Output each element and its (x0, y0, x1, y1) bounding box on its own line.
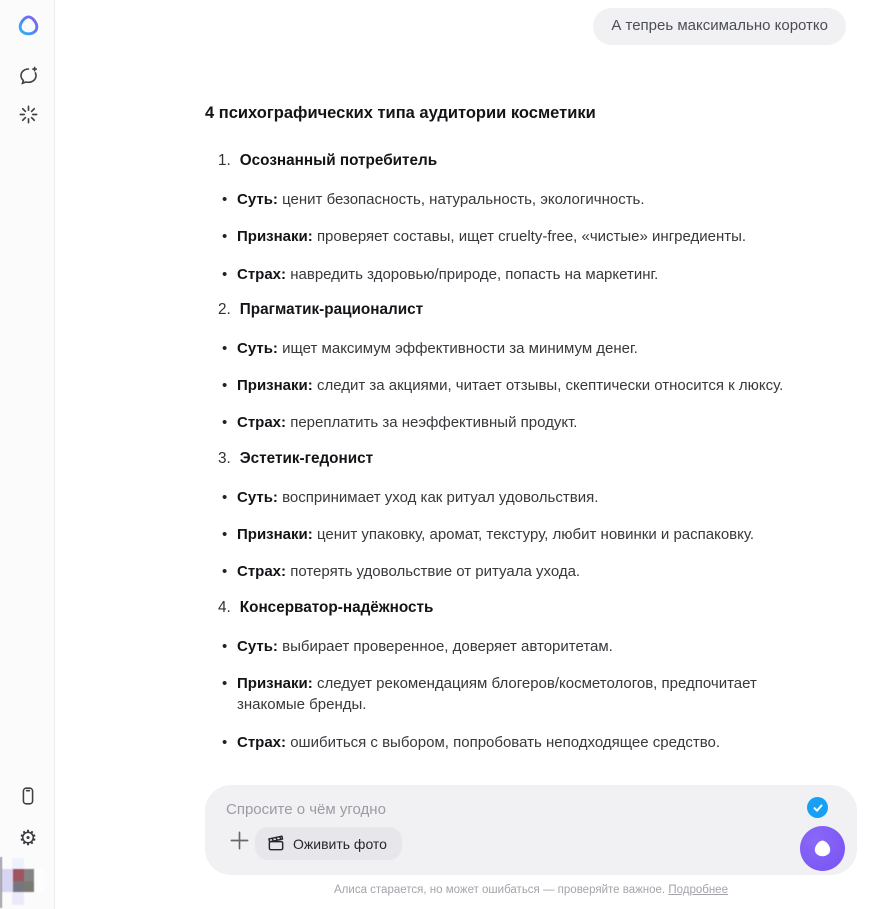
animate-photo-label: Оживить фото (293, 835, 387, 852)
plus-icon[interactable] (222, 823, 256, 857)
list-item: • Суть: воспринимает уход как ритуал удовольствия. (205, 487, 802, 508)
list-item: • Признаки: следит за акциями, читает отзывы, скептически относится к люксу. (205, 375, 802, 396)
new-chat-icon[interactable] (14, 62, 42, 90)
animate-photo-button[interactable] (255, 827, 402, 860)
settings-icon[interactable]: ⚙ (14, 824, 42, 852)
more-link[interactable]: Подробнее (668, 884, 728, 896)
disclaimer (205, 884, 857, 896)
section-title (205, 450, 802, 468)
list-item: • Страх: навредить здоровью/природе, попасть на маркетинг. (205, 264, 802, 285)
persona-section (205, 152, 802, 285)
list-item: • Признаки: следует рекомендациям блогеров/косметологов, предпочитает знакомые бренды. (205, 673, 802, 716)
disclaimer-text: Алиса старается, но может ошибаться — проверяйте важное. (334, 884, 666, 896)
list-item: • Страх: ошибиться с выбором, попробовать неподходящее средство. (205, 732, 802, 753)
alice-logo-icon[interactable] (14, 11, 42, 39)
bullet-dot: • (222, 377, 228, 395)
sidebar (0, 0, 55, 909)
section-heading: Осознанный потребитель (239, 152, 438, 169)
alice-voice-button[interactable] (800, 826, 845, 871)
bullet-dot: • (222, 563, 228, 581)
avatar[interactable] (0, 854, 46, 908)
composer (205, 785, 857, 875)
chat-area (55, 0, 874, 909)
magic-icon[interactable] (14, 100, 42, 128)
persona-section (205, 599, 802, 753)
list-item: • Суть: ищет максимум эффективности за минимум денег. (205, 338, 802, 359)
bullet-dot: • (222, 674, 228, 692)
persona-section (205, 301, 802, 434)
list-item: • Суть: ценит безопасность, натуральность, экологичность. (205, 189, 802, 210)
clapperboard-icon (267, 834, 286, 853)
section-title (205, 599, 802, 617)
message-input[interactable] (226, 798, 666, 820)
section-title (205, 152, 802, 170)
alice-logo-icon (15, 12, 42, 39)
list-item: • Страх: переплатить за неэффективный продукт. (205, 412, 802, 433)
section-number: 4. (218, 598, 231, 616)
user-message-text: А тепреь максимально коротко (611, 17, 828, 34)
section-heading: Прагматик-рационалист (239, 300, 424, 318)
section-title (205, 301, 802, 319)
bullet-dot: • (222, 526, 228, 544)
list-item: • Страх: потерять удовольствие от ритуала ухода. (205, 561, 802, 582)
bullet-dot: • (222, 191, 228, 208)
bullet-dot: • (222, 637, 228, 655)
list-item: • Признаки: ценит упаковку, аромат, текстуру, любит новинки и распаковку. (205, 524, 802, 545)
checkmark-icon[interactable] (807, 797, 828, 818)
bullet-dot: • (222, 265, 228, 283)
bullet-dot: • (222, 488, 228, 506)
response-title: 4 психографических типа аудитории косметики (205, 104, 596, 122)
phone-icon[interactable] (14, 782, 42, 810)
user-message-bubble (593, 8, 846, 45)
bullet-dot: • (222, 339, 228, 357)
section-heading: Консерватор-надёжность (239, 598, 434, 616)
bullet-dot: • (222, 733, 228, 751)
section-number: 1. (218, 152, 231, 169)
assistant-response (205, 104, 802, 769)
section-number: 2. (218, 300, 231, 318)
bullet-dot: • (222, 414, 228, 432)
alice-blob-icon (810, 836, 835, 861)
persona-section (205, 450, 802, 583)
list-item: • Суть: выбирает проверенное, доверяет авторитетам. (205, 636, 802, 657)
list-item: • Признаки: проверяет составы, ищет cruelty-free, «чистые» ингредиенты. (205, 226, 802, 247)
section-heading: Эстетик-гедонист (239, 449, 374, 467)
section-number: 3. (218, 449, 231, 467)
bullet-dot: • (222, 228, 228, 246)
